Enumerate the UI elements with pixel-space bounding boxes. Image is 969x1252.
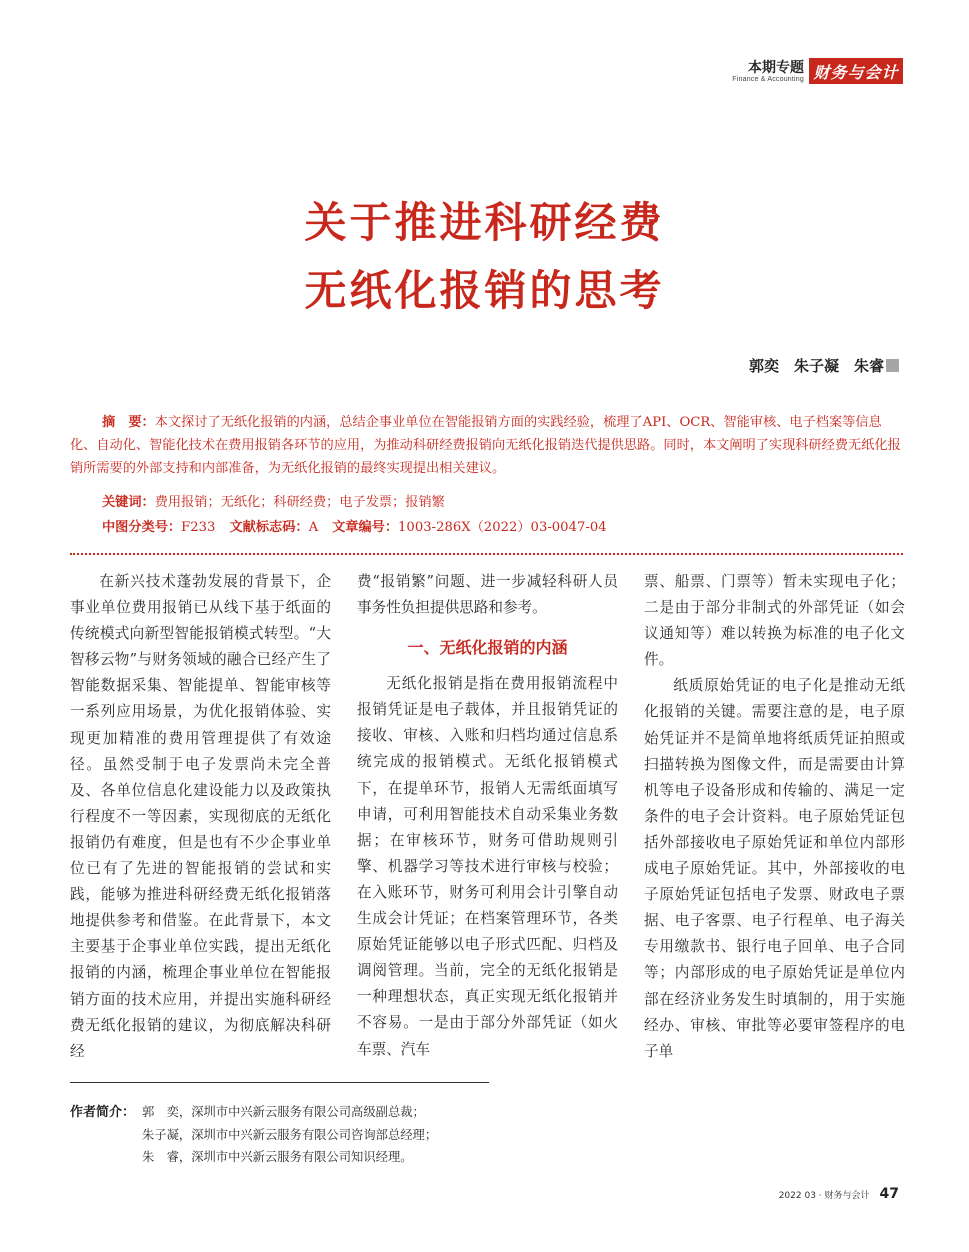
keywords-label: 关键词： — [102, 495, 155, 510]
authors-text: 郭奕 朱子凝 朱睿 — [748, 357, 884, 375]
paragraph: 纸质原始凭证的电子化是推动无纸化报销的关键。需要注意的是，电子原始凭证并不是简单地将纸质凭证拍照或扫描转换为图像文件，而是需要由计算机等电子设备形成和传输的、满足一定条件的电子会计资料。电子原始凭证包括外部接收电子原始凭证和单位内部形成电子原始凭证。其中，外部接收的电子原始凭证包括电子发票、财政电子票据、电子客票、电子行程单、电子海关专用缴款书、银行电子回单、电子合同等；内部形成的电子原始凭证是单位内部在经济业务发生时填制的，用于实施经办、审核、审批等必要审签程序的电子单 — [644, 677, 905, 1060]
abstract — [70, 411, 903, 480]
footnote-rule — [70, 1082, 489, 1083]
square-marker-icon — [886, 359, 899, 372]
author-bio-line: 郭 奕，深圳市中兴新云服务有限公司高级副总裁； — [142, 1105, 425, 1119]
paragraph: 在新兴技术蓬勃发展的背景下，企事业单位费用报销已从线下基于纸面的传统模式向新型智能报销模式转型。“大智移云物”与财务领域的融合已经产生了智能数据采集、智能提单、智能审核等一系列应用场景，为优化报销体验、实现更加精准的费用管理提供了有效途径。虽然受制于电子发票尚未完全普及、各单位信息化建设能力以及政策执行程度不一等因素，实现彻底的无纸化报销仍有难度，但是也有不少企事业单位已有了先进的智能报销的尝试和实践，能够为推进科研经费无纸化报销落地提供参考和借鉴。在此背景下，本文主要基于企事业单位实践，提出无纸化报销的内涵，梳理企事业单位在智能报销方面的技术应用，并提出实施科研经费无纸化报销的建议，为彻底解决科研经 — [70, 573, 331, 1060]
body-column-3 — [644, 569, 905, 1065]
author-bio-label: 作者简介： — [70, 1105, 136, 1120]
body-column-2 — [357, 569, 618, 1063]
author-bio-line: 朱子凝，深圳市中兴新云服务有限公司咨询部总经理； — [142, 1128, 438, 1142]
article-number-value: 1003-286X（2022）03-0047-04 — [398, 520, 607, 535]
abstract-text: 本文探讨了无纸化报销的内涵，总结企事业单位在智能报销方面的实践经验，梳理了API、OCR、智能审核、电子档案等信息化、自动化、智能化技术在费用报销各环节的应用，为推动科研经费报销向无纸化报销迭代提供思路。同时，本文阐明了实现科研经费无纸化报销所需要的外部支持和内部准备，为无纸化报销的最终实现提出相关建议。 — [70, 415, 901, 476]
section-heading: 一、无纸化报销的内涵 — [407, 638, 568, 658]
author-bio-line: 朱 睿，深圳市中兴新云服务有限公司知识经理。 — [142, 1150, 413, 1164]
paragraph: 费“报销繁”问题、进一步减轻科研人员事务性负担提供思路和参考。 — [357, 573, 618, 617]
keywords — [102, 491, 902, 514]
keywords-text: 费用报销；无纸化；科研经费；电子发票；报销繁 — [154, 495, 445, 510]
dotted-divider — [70, 553, 903, 555]
page-number: 47 — [879, 1186, 899, 1202]
column-topic: 本期专题 — [748, 60, 804, 76]
classification-line — [102, 516, 902, 539]
page-footer — [779, 1186, 899, 1202]
doc-code-label: 文献标志码： — [229, 520, 309, 535]
article-title-line1: 关于推进科研经费 — [304, 198, 665, 247]
journal-subtitle: Finance & Accounting — [732, 76, 804, 83]
clc-value: F233 — [181, 520, 216, 535]
issue-info: 2022 03 · 财务与会计 — [778, 1191, 870, 1201]
article-number-label: 文章编号： — [332, 520, 399, 535]
paragraph: 无纸化报销是指在费用报销流程中报销凭证是电子载体，并且报销凭证的接收、审核、入账和归档均通过信息系统完成的报销模式。无纸化报销模式下，在提单环节，报销人无需纸面填写申请，可利用智能技术自动采集业务数据；在审核环节，财务可借助规则引擎、机器学习等技术进行审核与校验；在入账环节，财务可利用会计引擎自动生成会计凭证；在档案管理环节，各类原始凭证能够以电子形式匹配、归档及调阅管理。当前，完全的无纸化报销是一种理想状态，真正实现无纸化报销并不容易。一是由于部分外部凭证（如火车票、汽车 — [357, 675, 618, 1058]
author-list — [749, 355, 899, 376]
clc-label: 中图分类号： — [102, 520, 182, 535]
abstract-label: 摘 要： — [102, 415, 155, 430]
body-column-1 — [70, 569, 331, 1065]
doc-code-value: A — [308, 520, 319, 535]
journal-logo: 财务与会计 — [809, 58, 903, 84]
paragraph: 票、船票、门票等）暂未实现电子化；二是由于部分非制式的外部凭证（如会议通知等）难以转换为标准的电子化文件。 — [644, 573, 905, 669]
article-title-line2: 无纸化报销的思考 — [304, 266, 665, 315]
